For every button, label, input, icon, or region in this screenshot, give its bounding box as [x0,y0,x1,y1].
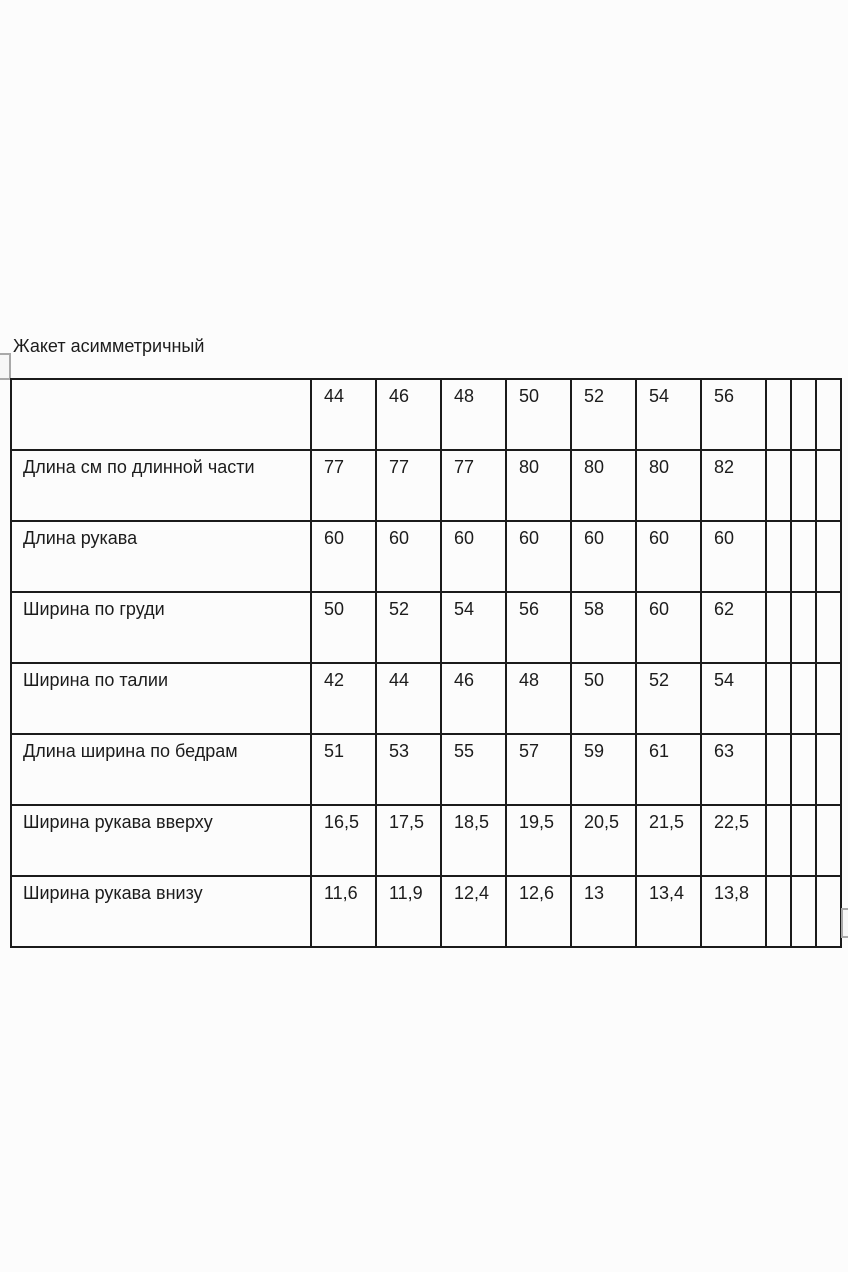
empty-cell [816,521,841,592]
empty-cell [816,450,841,521]
value-cell: 11,9 [376,876,441,947]
value-cell: 60 [571,521,636,592]
page-title: Жакет асимметричный [13,336,205,356]
row-label-cell: Ширина по груди [11,592,311,663]
empty-cell [816,805,841,876]
empty-cell [766,805,791,876]
value-cell: 21,5 [636,805,701,876]
value-cell: 55 [441,734,506,805]
value-cell: 60 [636,592,701,663]
value-cell: 54 [701,663,766,734]
value-cell: 80 [571,450,636,521]
size-header-cell: 56 [701,379,766,450]
empty-cell [766,379,791,450]
value-cell: 13,8 [701,876,766,947]
value-cell: 46 [441,663,506,734]
value-cell: 58 [571,592,636,663]
table-row [11,876,841,947]
value-cell: 18,5 [441,805,506,876]
size-header-cell: 50 [506,379,571,450]
value-cell: 77 [311,450,376,521]
value-cell: 12,6 [506,876,571,947]
value-cell: 50 [571,663,636,734]
value-cell: 57 [506,734,571,805]
value-cell: 13 [571,876,636,947]
size-header-cell: 48 [441,379,506,450]
value-cell: 56 [506,592,571,663]
table-row [11,663,841,734]
empty-cell [791,592,816,663]
value-cell: 50 [311,592,376,663]
value-cell: 20,5 [571,805,636,876]
value-cell: 60 [376,521,441,592]
empty-cell [766,592,791,663]
table-row [11,734,841,805]
empty-cell [791,876,816,947]
value-cell: 59 [571,734,636,805]
value-cell: 44 [376,663,441,734]
value-cell: 60 [701,521,766,592]
value-cell: 77 [376,450,441,521]
value-cell: 53 [376,734,441,805]
value-cell: 60 [441,521,506,592]
table-row [11,805,841,876]
empty-cell [816,876,841,947]
empty-cell [816,663,841,734]
row-label-cell: Ширина по талии [11,663,311,734]
empty-cell [791,734,816,805]
value-cell: 63 [701,734,766,805]
row-label-cell: Длина ширина по бедрам [11,734,311,805]
value-cell: 51 [311,734,376,805]
value-cell: 22,5 [701,805,766,876]
value-cell: 48 [506,663,571,734]
value-cell: 13,4 [636,876,701,947]
value-cell: 80 [636,450,701,521]
value-cell: 12,4 [441,876,506,947]
row-label-cell: Длина рукава [11,521,311,592]
row-label-cell: Длина см по длинной части [11,450,311,521]
table-row [11,521,841,592]
empty-cell [766,663,791,734]
table-anchor-handle [0,353,11,380]
value-cell: 77 [441,450,506,521]
empty-cell [791,521,816,592]
value-cell: 16,5 [311,805,376,876]
empty-cell [766,521,791,592]
empty-cell [766,876,791,947]
empty-cell [766,450,791,521]
value-cell: 60 [636,521,701,592]
empty-cell [766,734,791,805]
value-cell: 60 [506,521,571,592]
size-header-cell: 46 [376,379,441,450]
table-header-row [11,379,841,450]
value-cell: 17,5 [376,805,441,876]
table-row [11,450,841,521]
value-cell: 42 [311,663,376,734]
value-cell: 61 [636,734,701,805]
empty-cell [791,450,816,521]
corner-cell [11,379,311,450]
value-cell: 52 [636,663,701,734]
value-cell: 52 [376,592,441,663]
size-header-cell: 44 [311,379,376,450]
value-cell: 60 [311,521,376,592]
empty-cell [791,805,816,876]
empty-cell [791,379,816,450]
value-cell: 62 [701,592,766,663]
empty-cell [816,379,841,450]
value-cell: 80 [506,450,571,521]
table-resize-handle [841,908,848,938]
row-label-cell: Ширина рукава вверху [11,805,311,876]
value-cell: 11,6 [311,876,376,947]
size-chart-table [10,378,842,948]
empty-cell [816,592,841,663]
value-cell: 54 [441,592,506,663]
empty-cell [816,734,841,805]
value-cell: 19,5 [506,805,571,876]
table-row [11,592,841,663]
size-header-cell: 52 [571,379,636,450]
value-cell: 82 [701,450,766,521]
size-header-cell: 54 [636,379,701,450]
row-label-cell: Ширина рукава внизу [11,876,311,947]
empty-cell [791,663,816,734]
